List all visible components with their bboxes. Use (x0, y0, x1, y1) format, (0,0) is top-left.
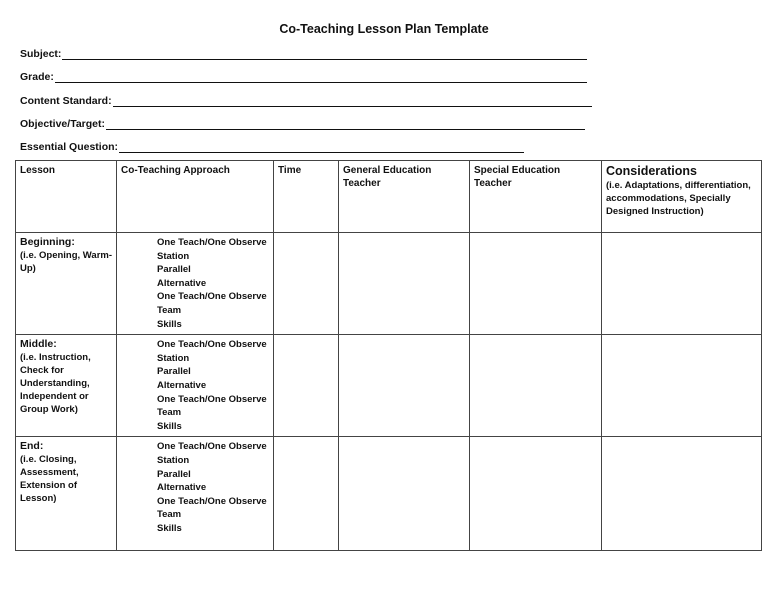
time-cell-end[interactable] (274, 437, 339, 551)
table-header-row (16, 161, 762, 233)
header-time: Time (274, 161, 339, 233)
header-considerations (602, 161, 762, 233)
objective-target-field[interactable] (20, 116, 585, 130)
lesson-cell-end (16, 437, 117, 551)
approach-option: Station (157, 352, 190, 364)
essential-question-label: Essential Question: (20, 141, 119, 153)
approach-option: Team (157, 509, 182, 521)
lesson-plan-table (15, 160, 762, 551)
table-row (16, 335, 762, 437)
considerations-title: Considerations (606, 164, 697, 178)
approach-cell-end (117, 437, 274, 551)
approach-option: One Teach/One Observe (157, 339, 267, 351)
lesson-name: End: (20, 440, 44, 453)
approach-option: Skills (157, 420, 182, 432)
content-standard-blank-line[interactable] (113, 96, 592, 107)
essential-question-blank-line[interactable] (119, 142, 524, 153)
approach-option: One Teach/One Observe (157, 291, 267, 303)
subject-blank-line[interactable] (62, 49, 587, 60)
lesson-cell-middle (16, 335, 117, 437)
grade-blank-line[interactable] (55, 72, 587, 83)
approach-option: Station (157, 250, 190, 262)
approach-option: One Teach/One Observe (157, 495, 267, 507)
time-cell-middle[interactable] (274, 335, 339, 437)
essential-question-field[interactable] (20, 139, 524, 153)
grade-field[interactable] (20, 69, 587, 83)
approach-option: One Teach/One Observe (157, 441, 267, 453)
lesson-name: Middle: (20, 338, 57, 351)
table-row (16, 437, 762, 551)
approach-option: Skills (157, 522, 182, 534)
approach-option: Parallel (157, 468, 191, 480)
objective-target-label: Objective/Target: (20, 118, 105, 130)
approach-option: One Teach/One Observe (157, 237, 267, 248)
gen-ed-cell-middle[interactable] (339, 335, 470, 437)
considerations-cell-beginning[interactable] (602, 233, 762, 335)
lesson-cell-beginning (16, 233, 117, 335)
approach-option: Parallel (157, 264, 191, 276)
grade-label: Grade: (20, 71, 54, 83)
approach-option: Team (157, 407, 182, 419)
approach-option: Parallel (157, 366, 191, 378)
approach-option: One Teach/One Observe (157, 393, 267, 405)
approach-option: Skills (157, 318, 182, 330)
lesson-name: Beginning: (20, 236, 75, 248)
gen-ed-cell-end[interactable] (339, 437, 470, 551)
subject-label: Subject: (20, 48, 62, 60)
considerations-subtitle: (i.e. Adaptations, differentiation, accommodations, Specially Designed Instruction) (606, 180, 751, 217)
approach-cell-middle (117, 335, 274, 437)
objective-target-blank-line[interactable] (106, 119, 585, 130)
content-standard-field[interactable] (20, 93, 592, 107)
sped-cell-beginning[interactable] (470, 233, 602, 335)
approach-option: Alternative (157, 277, 207, 289)
header-general-education-teacher: General Education Teacher (339, 161, 470, 233)
header-special-education-teacher: Special Education Teacher (470, 161, 602, 233)
subject-field[interactable] (20, 46, 587, 60)
lesson-description: (i.e. Instruction, Check for Understanding, Independent or Group Work) (20, 352, 91, 416)
page-title: Co‐Teaching Lesson Plan Template (279, 22, 489, 36)
time-cell-beginning[interactable] (274, 233, 339, 335)
sped-cell-middle[interactable] (470, 335, 602, 437)
lesson-description: (i.e. Opening, Warm‐Up) (20, 250, 113, 274)
considerations-cell-middle[interactable] (602, 335, 762, 437)
header-lesson: Lesson (16, 161, 117, 233)
approach-option: Station (157, 454, 190, 466)
table-row (16, 233, 762, 335)
sped-cell-end[interactable] (470, 437, 602, 551)
header-approach: Co‐Teaching Approach (117, 161, 274, 233)
considerations-cell-end[interactable] (602, 437, 762, 551)
approach-option: Alternative (157, 379, 207, 391)
approach-option: Team (157, 304, 182, 316)
approach-cell-beginning (117, 233, 274, 335)
lesson-description: (i.e. Closing, Assessment, Extension of Lesson) (20, 454, 79, 505)
content-standard-label: Content Standard: (20, 95, 112, 107)
approach-option: Alternative (157, 482, 207, 494)
gen-ed-cell-beginning[interactable] (339, 233, 470, 335)
